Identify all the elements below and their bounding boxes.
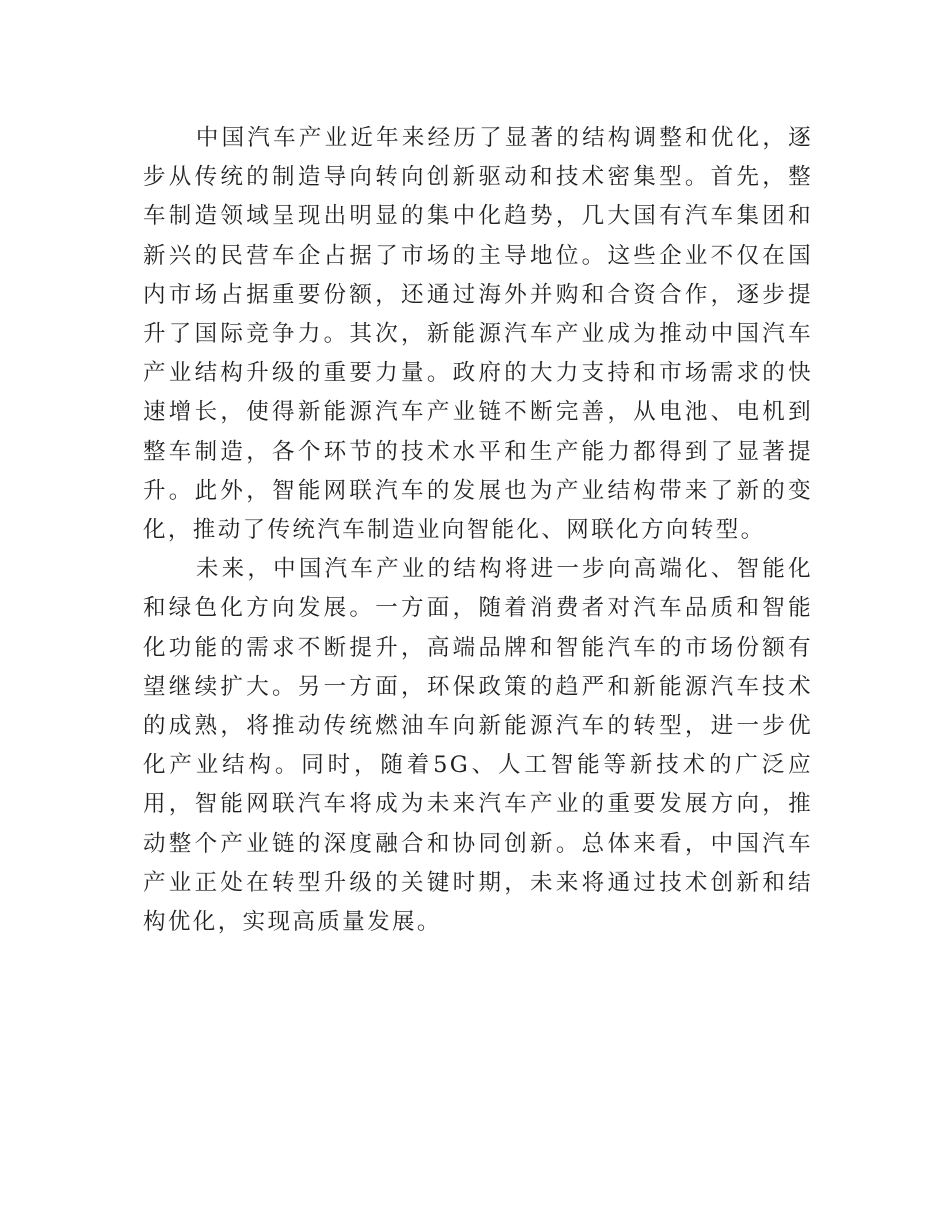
document-body [143, 119, 813, 942]
paragraph-2: 未来，中国汽车产业的结构将进一步向高端化、智能化和绿色化方向发展。一方面，随着消费者对汽车品质和智能化功能的需求不断提升，高端品牌和智能汽车的市场份额有望继续扩大。另一方面，环保政策的趋严和新能源汽车技术的成熟，将推动传统燃油车向新能源汽车的转型，进一步优化产业结构。同时，随着5G、人工智能等新技术的广泛应用，智能网联汽车将成为未来汽车产业的重要发展方向，推动整个产业链的深度融合和协同创新。总体来看，中国汽车产业正处在转型升级的关键时期，未来将通过技术创新和结构优化，实现高质量发展。 [143, 556, 813, 936]
paragraph-1: 中国汽车产业近年来经历了显著的结构调整和优化，逐步从传统的制造导向转向创新驱动和技术密集型。首先，整车制造领域呈现出明显的集中化趋势，几大国有汽车集团和新兴的民营车企占据了市场的主导地位。这些企业不仅在国内市场占据重要份额，还通过海外并购和合资合作，逐步提升了国际竞争力。其次，新能源汽车产业成为推动中国汽车产业结构升级的重要力量。政府的大力支持和市场需求的快速增长，使得新能源汽车产业链不断完善，从电池、电机到整车制造，各个环节的技术水平和生产能力都得到了显著提升。此外，智能网联汽车的发展也为产业结构带来了新的变化，推动了传统汽车制造业向智能化、网联化方向转型。 [143, 125, 813, 544]
